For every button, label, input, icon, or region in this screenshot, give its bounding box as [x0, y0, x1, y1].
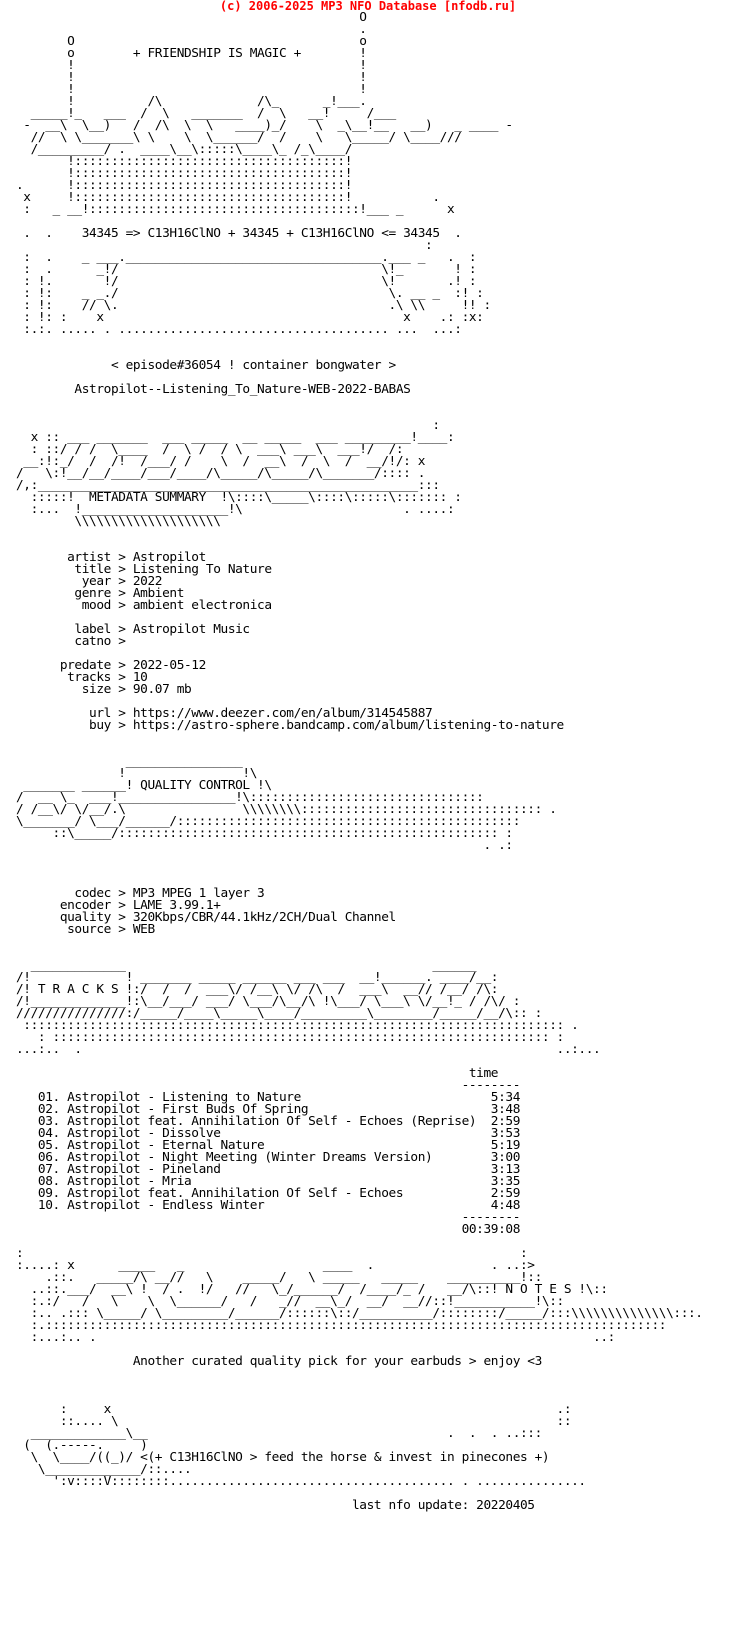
site-copyright-header: (c) 2006-2025 MP3 NFO Database [nfodb.ru] — [219, 0, 517, 13]
nfo-ascii-document: O . O o o + FRIENDSHIP IS MAGIC + ! ! ! ! ! ! ! ! /\ /\_ _!___. _____!_ ___ / \ _______ / \ __! /___ - __\ \__) / /\ \ \ ____)_/ \ _\__!__ __) _ ____ - // \ \_______\ \ \ \______/ / \ \_____/ \____/// /_________/ . ____\__\:::::\____\_ /_\____/ !:::::::::::::::::::::::::::::::::::::! !:::::::::::::::::::::::::::::::::::::! . !:::::::::::::::::::::::::::::::::::::! x !:::::::::::::::::::::::::::::::::::::! . : _ __!:::::::::::::::::::::::::::::::::::::!___ _ x . . 34345 => C13H16ClNO + 34345 + C13H16ClNO <= 34345 . : : . _ ___.___________________________________.___ _ . : : . _!/ \!_ ! : : !. !/ \! .! : : !: _ _./ \. __ _ :! : : !: // \. .\ \\ !! : : !: : x x .: :x: :.:. ..... . ..................................... ... ...: < episode#36054 ! container bongwater > Astropilot--Listening_To_Nature-WEB-2022-BABAS : x :: ___ _______ ___ _____ __ _____ ___ _________!____: : ::/ / / \____ / \ / / \ ___\ ___\ ___!/ /: __:!:_/ / /! /___/ / \ / __\ / \ / __/!/: x / \:!__/__/____/___/____/\_____/\_____/\_______/:::: . /,:____________________________________________________::: :::::! METADATA SUMMARY !\::::\_____\::::\:::::\::::::: : :... !____________________!\ . ....: \\\\\\\\\\\\\\\\\\\\ artist > Astropilot title > Listening To Nature year > 2022 genre > Ambient mood > ambient electronica label > Astropilot Music catno > predate > 2022-05-12 tracks > 10 size > 90.07 mb url > https://www.deezer.com/en/album/314545887 buy > https://astro-sphere.bandcamp.com/album/listening-to-nature ________________ ! !\ _______ ______! QUALITY CONTROL !\ / __ \_ ___!________________!\:::::::::::::::::::::::::::::::: / /__\/ \/__/.\ \\\\\\\\::::::::::::::::::::::::::::::::: . \_______/ \___/______/::::::::::::::::::::::::::::::::::::::::::::::: ::\_____/:::::::::::::::::::::::::::::::::::::::::::::::::::: : . .: codec > MP3 MPEG 1 layer 3 encoder > LAME 3.99.1+ quality > 320Kbps/CBR/44.1kHz/2CH/Dual Channel source > WEB _____________ ______ /! ! _______ _____ ______ ___ ___ __!______. ____/__: /! T R A C K S !:/ / / ___\/ /__\ \/ /\ / ___\ __// /__/ /\: /!_____________!:\__/___/ ___/ \___/\__/\ !\___/ \___\ \/__!_ / /\/ : ///////////////:/_____/____\_____\____/_________\________/_____/__/\:: : :::::::::::::::::::::::::::::::::::::::::::::::::::::::::::::::::::::::::: . : :::::::::::::::::::::::::::::::::::::::::::::::::::::::::::::::::::: : ...:.. . ..:... time -------- 01. Astropilot - Listening to Nature 5:34 02. Astropilot - First Buds Of Spring 3:48 03. Astropilot feat. Annihilation Of Self - Echoes (Reprise) 2:59 04. Astropilot - Dissolve 3:53 05. Astropilot - Eternal Nature 5:19 06. Astropilot - Night Meeting (Winter Dreams Version) 3:00 07. Astropilot - Pineland 3:13 08. Astropilot - Mria 3:35 09. Astropilot feat. Annihilation Of Self - Echoes 2:59 10. Astropilot - Endless Winter 4:48 -------- 00:39:08 : : :....: x _____ _ ____ . . ..:> .::. _____/\ __// \ _____/ \ _____ _____ __________!:: ..::.___/ __\ ! / . !/ // \_/______/ /____/_ / __/\::! N O T E S !\:: :.:/ / \ \ \______/ / _// __\_/ __/ __//::!___________!\:: :.. .::: \_____/ \_________/______/::::::\::/__________/::::::::/_____/:::\\\\\\\\\\\\\\:::. :.::::::::::::::::::::::::::::::::::::::::::::::::::::::::::::::::::::::::::::::::::::: :...:.. . ..: Another curated quality pick for your earbuds > enjoy <3 : x .: ::.... \ :: _____________\__ . . . ..::: ( (.-----. ) \ \____/((_)/ <(+ C13H16ClNO > feed the horse & invest in pinecones +) \_____________/::.... ':v::::V::::::::....................................... . ............... last nfo update: 20220405 — [16, 10, 703, 1513]
